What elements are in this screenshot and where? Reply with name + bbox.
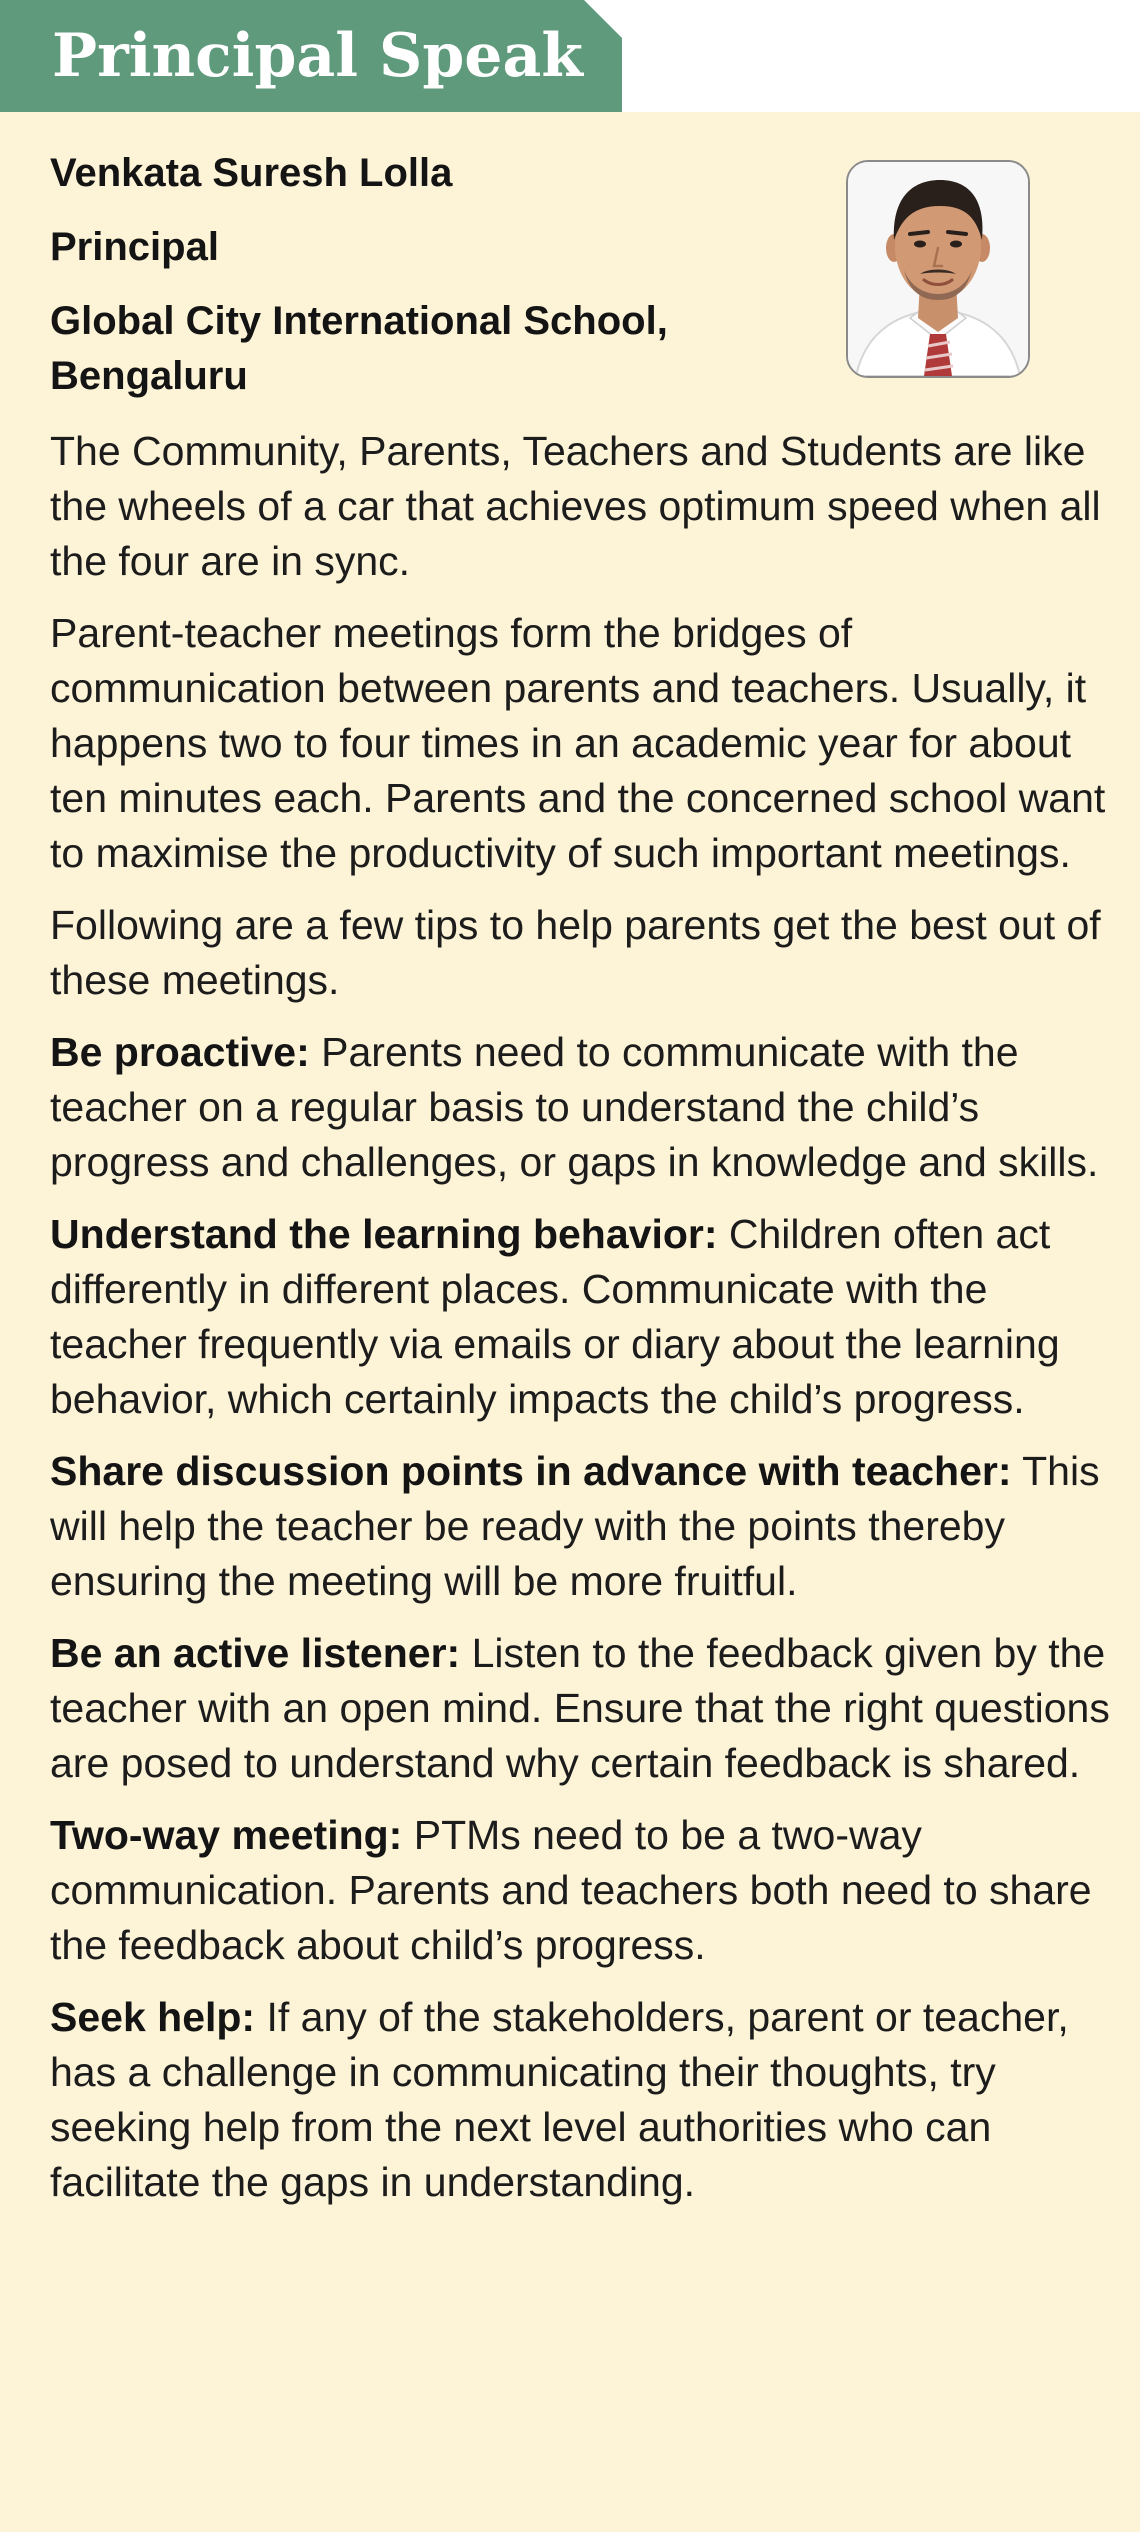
tip-seek-help [50,1990,1115,2210]
tip-text: This will help the teacher be ready with the points thereby ensuring the meeting will be more fruitful. [50,1448,1100,1604]
portrait-image [848,162,1028,376]
tip-text: Children often act differently in different places. Communicate with the teacher frequently via emails or diary about the learning behavior, which certainly impacts the child’s progress. [50,1211,1060,1422]
tip-be-proactive [50,1025,1115,1190]
tip-heading: Two-way meeting: [50,1812,403,1858]
tip-heading: Be proactive: [50,1029,310,1075]
tip-two-way-meeting [50,1808,1115,1973]
tip-text: Parents need to communicate with the teacher on a regular basis to understand the child’s progress and challenges, or gaps in knowledge and skills. [50,1029,1099,1185]
tip-text: Listen to the feedback given by the teacher with an open mind. Ensure that the right questions are posed to understand why certain feedback is shared. [50,1630,1110,1786]
tip-learning-behavior [50,1207,1115,1427]
tip-active-listener [50,1626,1115,1791]
author-photo [846,160,1030,378]
author-name: Venkata Suresh Lolla [50,151,453,195]
intro-paragraph-3: Following are a few tips to help parents get the best out of these meetings. [50,902,1101,1003]
tip-share-points [50,1444,1115,1609]
tip-text: If any of the stakeholders, parent or teacher, has a challenge in communicating their thoughts, try seeking help from the next level authorities who can facilitate the gaps in understanding. [50,1994,1069,2205]
article-body [50,424,1115,2227]
intro-paragraph-2: Parent-teacher meetings form the bridges of communication between parents and teachers. Usually, it happens two to four times in an academic year for about ten minutes each. Parents and the concerned school want to maximise the productivity of such important meetings. [50,610,1106,876]
author-title: Principal [50,225,219,269]
intro-paragraph-1: The Community, Parents, Teachers and Students are like the wheels of a car that achieves optimum speed when all the four are in sync. [50,428,1101,584]
tip-heading: Seek help: [50,1994,256,2040]
author-school: Global City International School, Bengaluru [50,299,668,398]
tip-heading: Understand the learning behavior: [50,1211,718,1257]
article [50,112,1110,2205]
tip-heading: Be an active listener: [50,1630,461,1676]
page-title: Principal Speak [52,21,583,91]
tip-text: PTMs need to be a two-way communication. Parents and teachers both need to share the feedback about child’s progress. [50,1812,1092,1968]
tip-heading: Share discussion points in advance with teacher: [50,1448,1012,1494]
author-block [50,112,1110,406]
